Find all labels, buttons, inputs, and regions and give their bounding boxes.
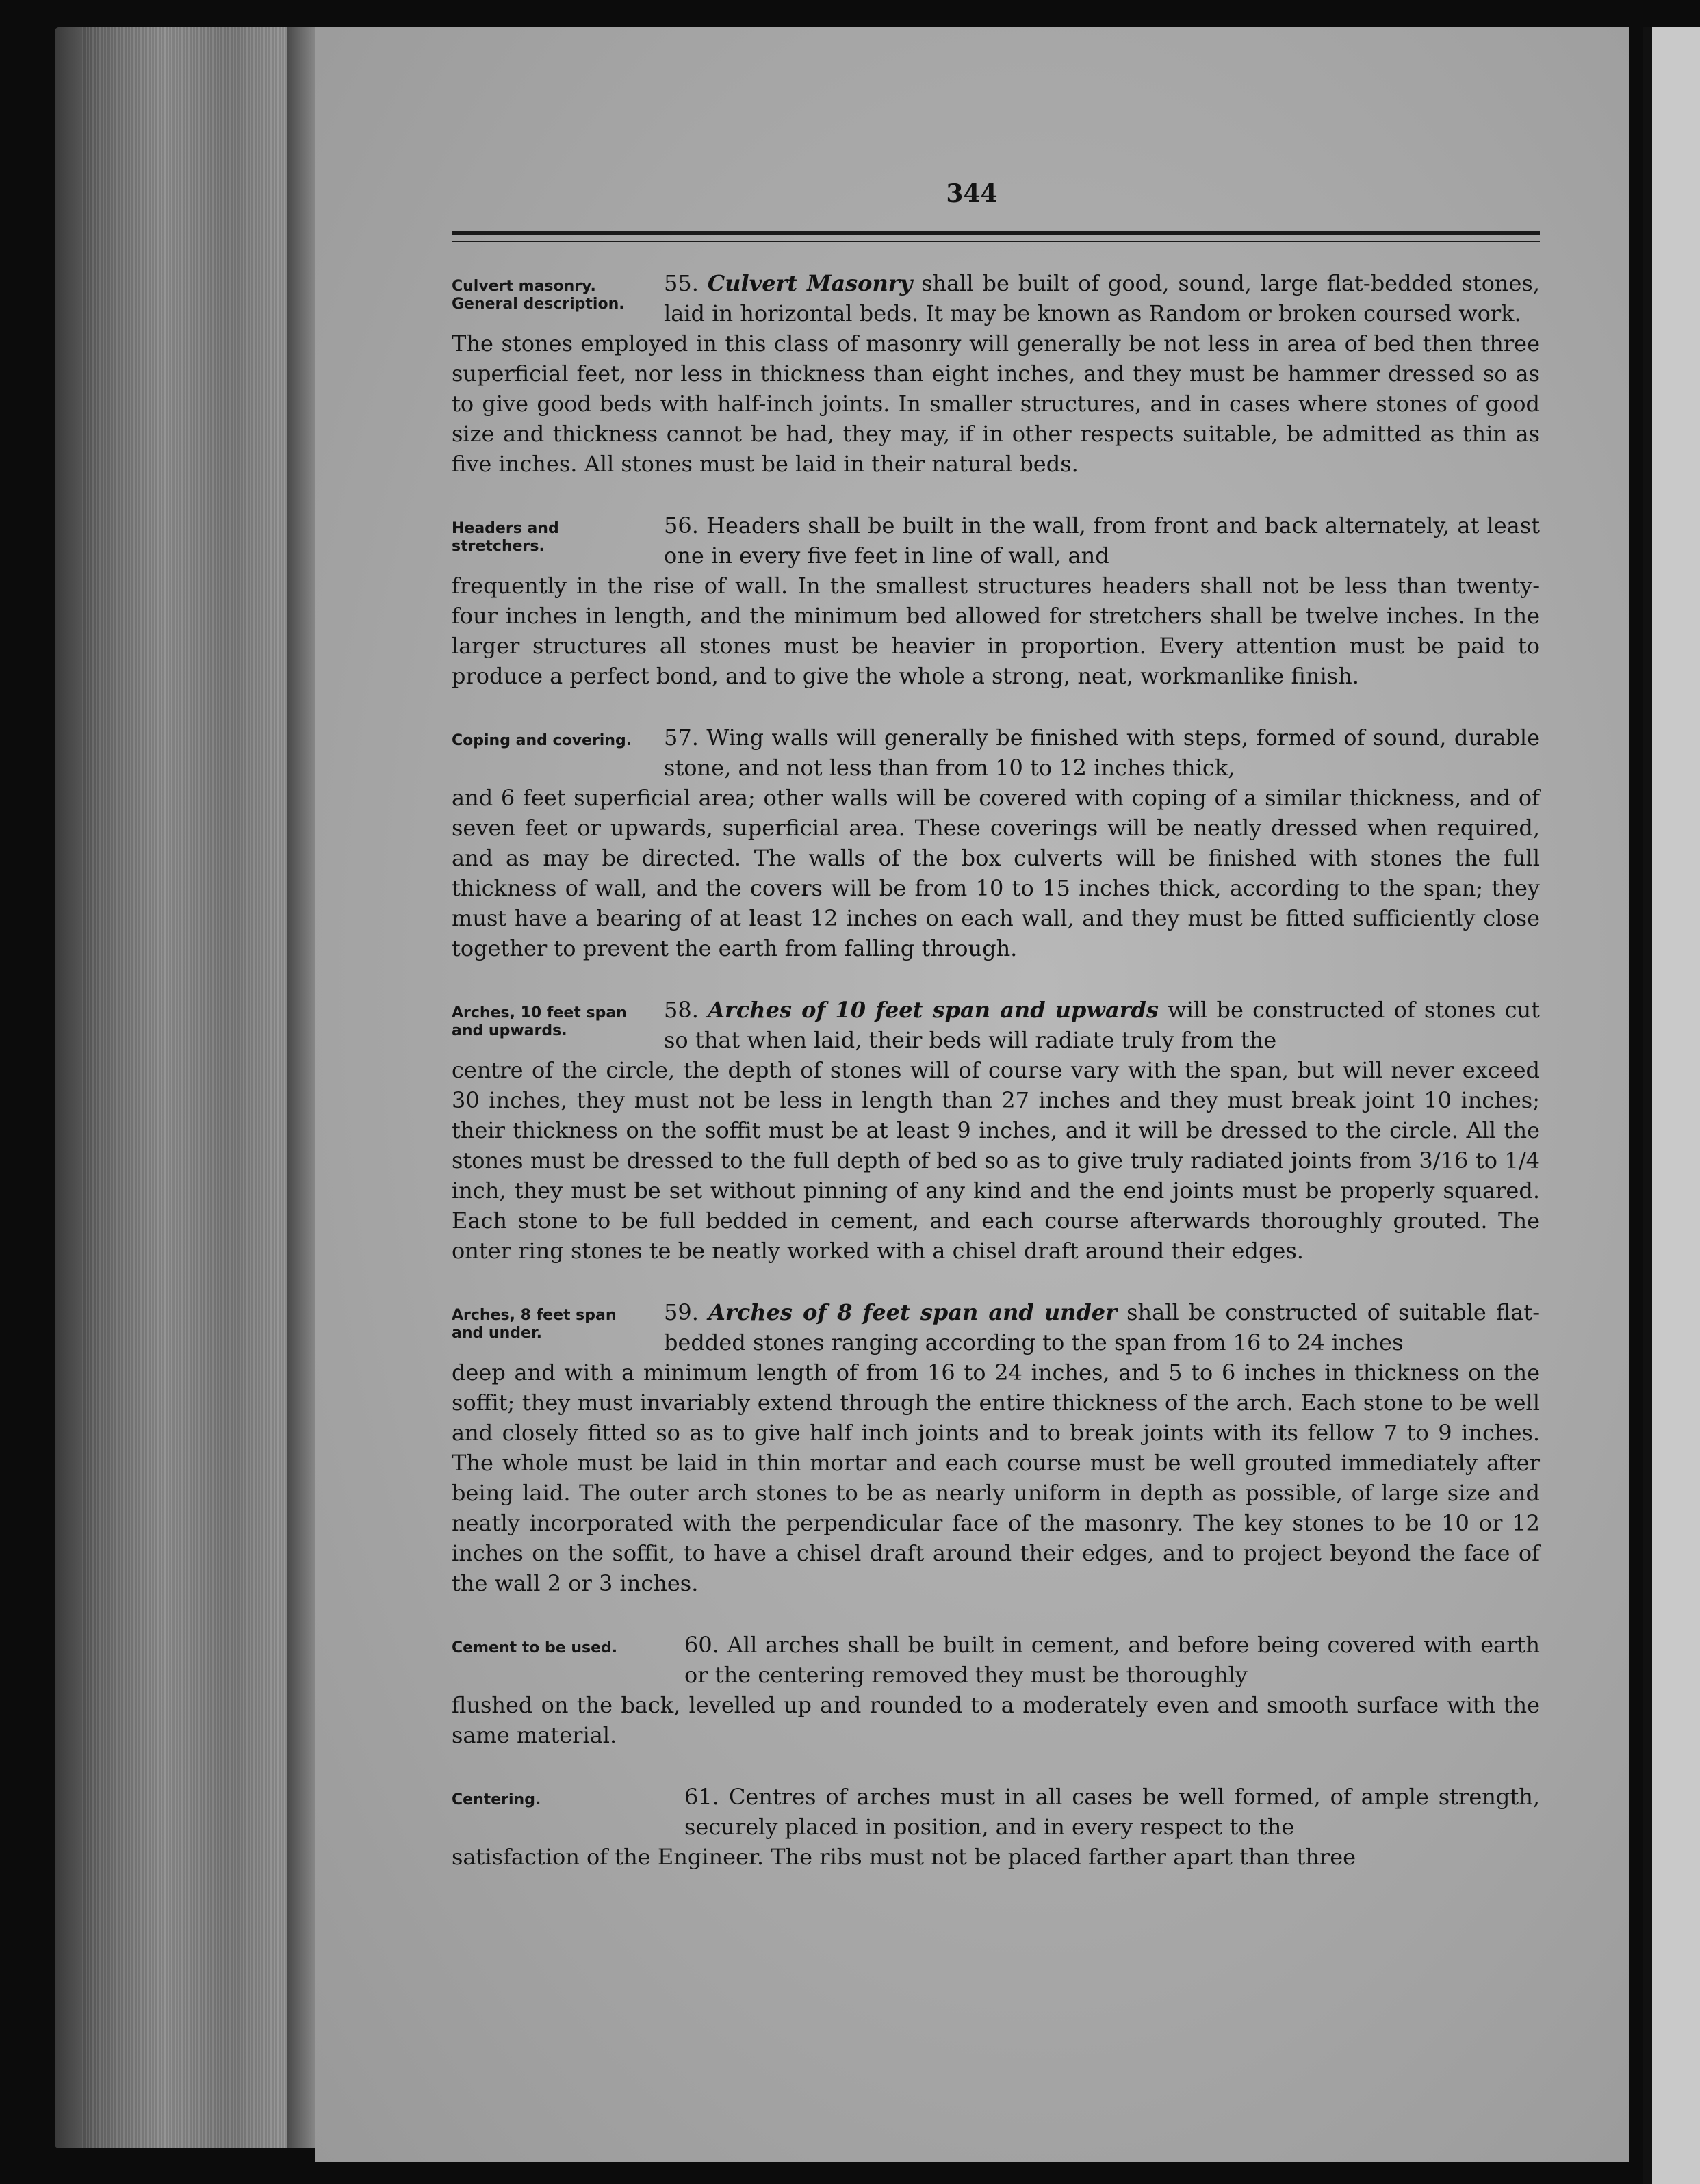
paragraph-body: and 6 feet superficial area; other walls will be covered with coping of a similar thickness, and of seven feet or upwards, superficial area. These coverings will be neatly dressed when required, and as may be directed. The walls of the box culverts will be finished with stones the full thickness of wall, and the covers will be from 10 to 15 inches thick, according to the span; they must have a bearing of at least 12 inches on each wall, and they must be fitted sufficiently close together to prevent the earth from falling through. xyxy=(452,785,1540,961)
page-number: 344 xyxy=(946,179,998,208)
header-rule-thick xyxy=(452,231,1540,235)
section-57 xyxy=(452,723,1540,963)
margin-note: Centering. xyxy=(452,1791,541,1808)
book-page-edges xyxy=(55,27,301,2148)
margin-note: Cement to be used. xyxy=(452,1639,618,1656)
paragraph xyxy=(452,1297,1540,1598)
paragraph-lead: Centres of arches must in all cases be well formed, of ample strength, securely placed in position, and in every respect to the xyxy=(684,1784,1541,1840)
paragraph-lead: All arches shall be built in cement, and before being covered with earth or the centering removed they must be thoroughly xyxy=(684,1632,1541,1688)
facing-page-edge xyxy=(1643,27,1700,2184)
section-55 xyxy=(452,268,1540,479)
section-number: 61. xyxy=(684,1784,719,1810)
paragraph-lead: Wing walls will generally be finished with steps, formed of sound, durable stone, and not less than from 10 to 12 inches thick, xyxy=(664,725,1541,781)
header-rule-thin xyxy=(452,241,1540,242)
section-61 xyxy=(452,1782,1540,1872)
margin-note: Arches, 10 feet span and upwards. xyxy=(452,1004,627,1039)
section-heading: Arches of 8 feet span and under xyxy=(708,1299,1117,1325)
paragraph-lead: will be constructed of stones cut so that when laid, their beds will radiate truly from the xyxy=(664,997,1541,1053)
paragraph-lead: shall be built of good, sound, large flat-bedded stones, laid in horizontal beds. It may be known as Random or broken coursed work. xyxy=(664,270,1541,326)
section-number: 56. xyxy=(664,512,699,538)
paragraph-body: frequently in the rise of wall. In the smallest structures headers shall not be less than twenty-four inches in length, and the minimum bed allowed for stretchers shall be twelve inches. In the larger structures all stones must be heavier in proportion. Every attention must be paid to produce a perfect bond, and to give the whole a strong, neat, workmanlike finish. xyxy=(452,573,1540,689)
section-number: 55. xyxy=(664,270,699,296)
section-number: 57. xyxy=(664,725,699,751)
page xyxy=(315,27,1629,2162)
paragraph-lead: shall be constructed of suitable flat-bedded stones ranging according to the span from 16 to 24 inches xyxy=(664,1299,1541,1355)
paragraph-lead: Headers shall be built in the wall, from front and back alternately, at least one in every five feet in line of wall, and xyxy=(664,512,1541,569)
paragraph-body: centre of the circle, the depth of stones will of course vary with the span, but will never exceed 30 inches, they must not be less in length than 27 inches and they must break joint 10 inches; their thickness on the soffit must be at least 9 inches, and it will be dressed to the circle. All the stones must be dressed to the full depth of bed so as to give truly radiated joints from 3/16 to 1/4 inch, they must be set without pinning of any kind and the end joints must be properly squared. Each stone to be full bedded in cement, and each course afterwards thoroughly grouted. The onter ring stones te be neatly worked with a chisel draft around their edges. xyxy=(452,1057,1540,1264)
margin-note: Culvert masonry. General description. xyxy=(452,278,625,313)
paragraph-body: satisfaction of the Engineer. The ribs must not be placed farther apart than three xyxy=(452,1844,1356,1870)
section-number: 58. xyxy=(664,997,699,1023)
margin-note: Arches, 8 feet span and under. xyxy=(452,1307,617,1342)
margin-note: Headers and stretchers. xyxy=(452,520,559,555)
paragraph xyxy=(452,723,1540,963)
section-56 xyxy=(452,510,1540,691)
section-number: 59. xyxy=(664,1299,699,1325)
section-58 xyxy=(452,995,1540,1266)
section-59 xyxy=(452,1297,1540,1598)
page-content xyxy=(452,268,1540,1903)
paragraph-body: The stones employed in this class of masonry will generally be not less in area of bed then three superficial feet, nor less in thickness than eight inches, and they must be hammer dressed so as to give good beds with half-inch joints. In smaller structures, and in cases where stones of good size and thickness cannot be had, they may, if in other respects suitable, be admitted as thin as five inches. All stones must be laid in their natural beds. xyxy=(452,330,1540,477)
paragraph-body: flushed on the back, levelled up and rounded to a moderately even and smooth surface with the same material. xyxy=(452,1692,1540,1748)
paragraph-body: deep and with a minimum length of from 16 to 24 inches, and 5 to 6 inches in thickness on the soffit; they must invariably extend through the entire thickness of the arch. Each stone to be well and closely fitted so as to give half inch joints and to break joints with its fellow 7 to 9 inches. The whole must be laid in thin mortar and each course must be well grouted immediately after being laid. The outer arch stones to be as nearly uniform in depth as possible, of large size and neatly incorporated with the perpendicular face of the masonry. The key stones to be 10 or 12 inches on the soffit, to have a chisel draft around their edges, and to project beyond the face of the wall 2 or 3 inches. xyxy=(452,1360,1540,1596)
section-heading: Culvert Masonry xyxy=(707,270,913,296)
section-60 xyxy=(452,1630,1540,1750)
margin-note: Coping and covering. xyxy=(452,732,632,749)
section-heading: Arches of 10 feet span and upwards xyxy=(708,997,1159,1023)
section-number: 60. xyxy=(684,1632,719,1658)
